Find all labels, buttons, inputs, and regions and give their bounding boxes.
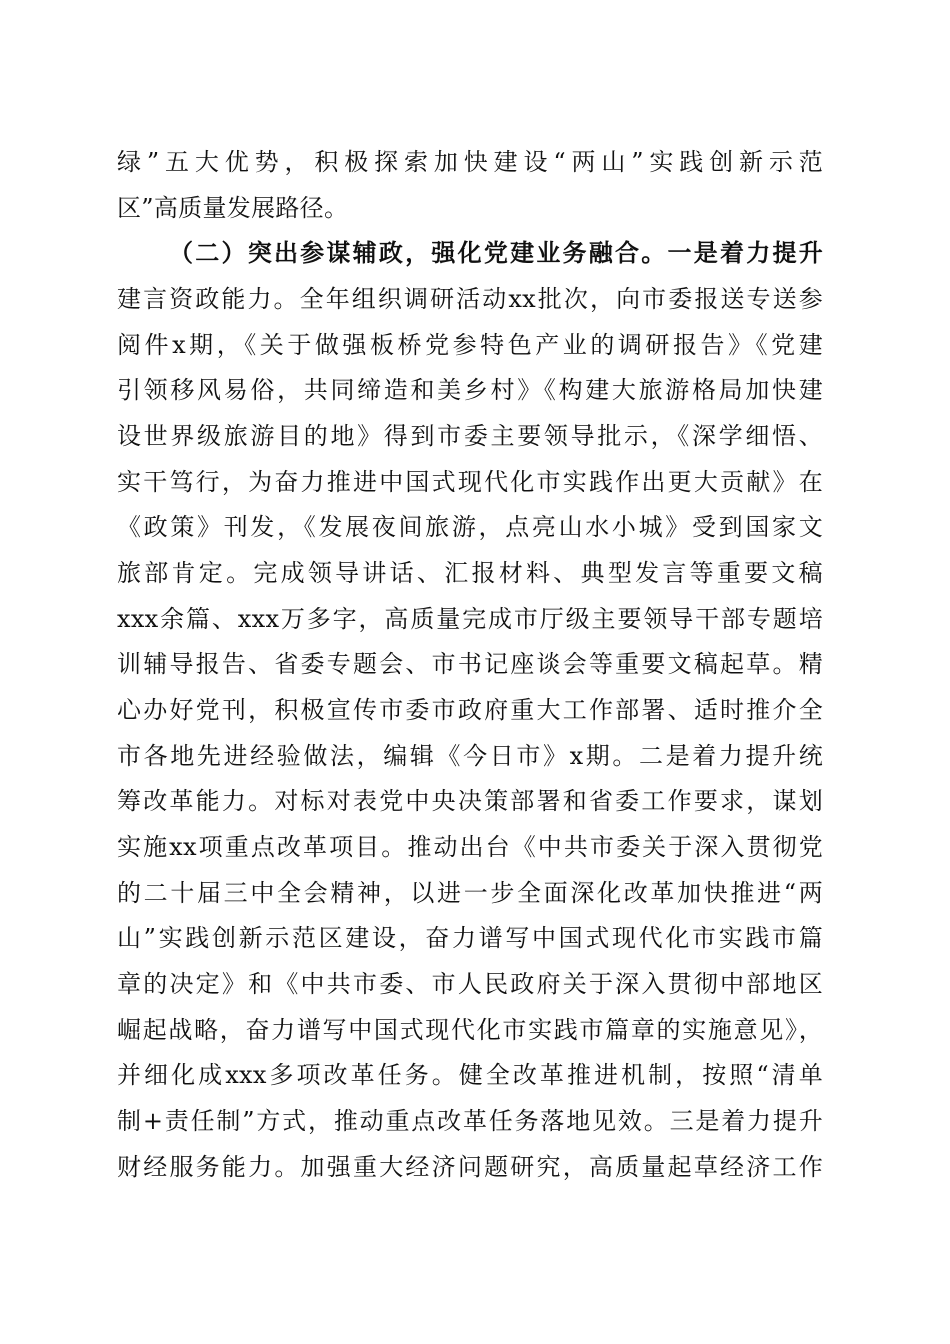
text-line: 建言资政能力。全年组织调研活动xx批次，向市委报送专送参 xyxy=(117,285,823,313)
text-line: xxx余篇、xxx万多字，高质量完成市厅级主要领导干部专题培 xyxy=(117,605,823,633)
text-line: 实施xx项重点改革项目。推动出台《中共市委关于深入贯彻党 xyxy=(117,833,823,861)
text-line: 区”高质量发展路径。 xyxy=(117,194,349,222)
text-line: 并细化成xxx多项改革任务。健全改革推进机制，按照“清单 xyxy=(117,1061,823,1089)
text-line: 筹改革能力。对标对表党中央决策部署和省委工作要求，谋划 xyxy=(117,787,823,815)
text-line: 心办好党刊，积极宣传市委市政府重大工作部署、适时推介全 xyxy=(117,696,823,724)
text-line: 市各地先进经验做法，编辑《今日市》x期。二是着力提升统 xyxy=(117,742,823,770)
text-line: 实干笃行，为奋力推进中国式现代化市实践作出更大贡献》在 xyxy=(117,468,823,496)
text-line: 财经服务能力。加强重大经济问题研究，高质量起草经济工作 xyxy=(117,1153,823,1181)
section-heading-line: （二）突出参谋辅政，强化党建业务融合。一是着力提升 xyxy=(169,238,823,267)
text-line: 引领移风易俗，共同缔造和美乡村》《构建大旅游格局加快建 xyxy=(117,376,823,404)
text-line: 《政策》刊发，《发展夜间旅游，点亮山水小城》受到国家文 xyxy=(117,513,823,541)
text-line: 旅部肯定。完成领导讲话、汇报材料、典型发言等重要文稿 xyxy=(117,559,823,587)
text-line: 训辅导报告、省委专题会、市书记座谈会等重要文稿起草。精 xyxy=(117,650,823,678)
text-line: 设世界级旅游目的地》得到市委主要领导批示，《深学细悟、 xyxy=(117,422,823,450)
text-line: 的二十届三中全会精神，以进一步全面深化改革加快推进“两 xyxy=(117,879,823,907)
text-line: 山”实践创新示范区建设，奋力谱写中国式现代化市实践市篇 xyxy=(117,924,823,952)
text-line: 章的决定》和《中共市委、市人民政府关于深入贯彻中部地区 xyxy=(117,970,823,998)
text-line: 阅件x期，《关于做强板桥党参特色产业的调研报告》《党建 xyxy=(117,331,823,359)
text-line: 绿”五大优势，积极探索加快建设“两山”实践创新示范 xyxy=(117,148,823,176)
text-line: 制+责任制”方式，推动重点改革任务落地见效。三是着力提升 xyxy=(117,1107,823,1135)
text-line: 崛起战略，奋力谱写中国式现代化市实践市篇章的实施意见》， xyxy=(117,1016,823,1044)
